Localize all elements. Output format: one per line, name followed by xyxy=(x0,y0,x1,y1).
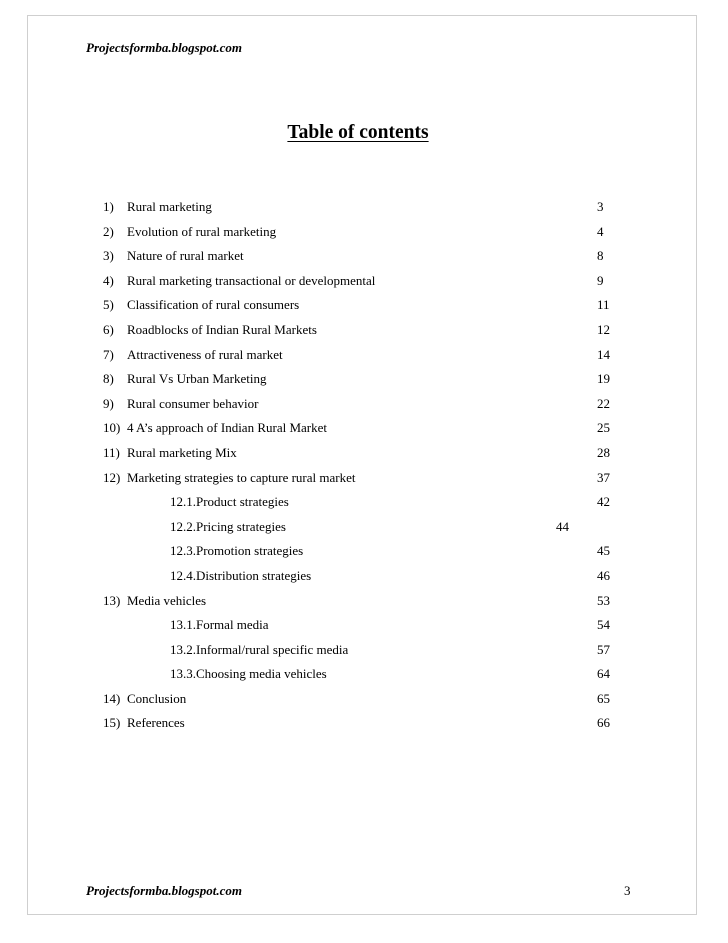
toc-entry-number: 13) xyxy=(103,592,121,608)
toc-entry-number: 3) xyxy=(103,248,114,264)
toc-entry-number: 8) xyxy=(103,371,114,387)
toc-entry-label: Rural marketing transactional or developmental xyxy=(127,272,376,288)
toc-entry-label: 13.2.Informal/rural specific media xyxy=(170,641,349,657)
toc-entry-number: 15) xyxy=(103,715,121,731)
toc-entry-label: References xyxy=(127,715,185,731)
toc-entry xyxy=(0,567,728,592)
toc-entry-page: 4 xyxy=(597,223,604,239)
toc-entry-page: 37 xyxy=(597,469,610,485)
toc-entry-page: 66 xyxy=(597,715,610,731)
toc-entry-page: 11 xyxy=(597,297,610,313)
toc-entry-number: 10) xyxy=(103,420,121,436)
toc-entry-label: 13.3.Choosing media vehicles xyxy=(170,666,327,682)
toc-entry-page: 44 xyxy=(556,518,569,534)
toc-entry-number: 1) xyxy=(103,199,114,214)
toc-entry-label: 4 A’s approach of Indian Rural Market xyxy=(127,420,328,436)
toc-entry-page: 28 xyxy=(597,444,610,460)
toc-entry-page: 25 xyxy=(597,420,610,436)
toc-entry xyxy=(0,542,728,567)
toc-entry-page: 54 xyxy=(597,617,610,633)
toc-entry-page: 42 xyxy=(597,494,610,510)
footer-page-number: 3 xyxy=(624,883,631,898)
toc-entry xyxy=(0,272,728,297)
toc-entry-page: 12 xyxy=(597,321,610,337)
toc-entry xyxy=(0,370,728,395)
toc-entry-page: 3 xyxy=(597,199,604,214)
toc-entry-label: 12.1.Product strategies xyxy=(170,494,289,510)
toc-entry xyxy=(0,518,728,543)
footer-text: Projectsformba.blogspot.com xyxy=(86,883,242,898)
toc-list xyxy=(0,198,728,739)
toc-entry-page: 9 xyxy=(597,272,604,288)
toc-entry-page: 65 xyxy=(597,690,610,706)
toc-entry xyxy=(0,247,728,272)
toc-entry xyxy=(0,714,728,739)
toc-entry-label: Rural marketing Mix xyxy=(127,444,237,460)
toc-entry xyxy=(0,198,728,223)
toc-entry-label: Roadblocks of Indian Rural Markets xyxy=(127,321,317,337)
toc-entry-page: 46 xyxy=(597,567,610,583)
toc-entry-label: Rural consumer behavior xyxy=(127,395,259,411)
toc-entry xyxy=(0,690,728,715)
toc-entry-number: 12) xyxy=(103,469,121,485)
toc-entry-number: 6) xyxy=(103,321,114,337)
toc-entry xyxy=(0,592,728,617)
toc-entry xyxy=(0,444,728,469)
header-text: Projectsformba.blogspot.com xyxy=(86,40,242,55)
toc-entry xyxy=(0,665,728,690)
toc-entry-label: Rural marketing xyxy=(127,199,212,214)
toc-entry-number: 5) xyxy=(103,297,114,313)
toc-entry-label: Marketing strategies to capture rural market xyxy=(127,469,356,485)
toc-entry xyxy=(0,223,728,248)
toc-entry xyxy=(0,493,728,518)
toc-entry xyxy=(0,419,728,444)
toc-entry-number: 14) xyxy=(103,690,121,706)
page-title: Table of contents xyxy=(287,122,429,143)
toc-entry-label: 13.1.Formal media xyxy=(170,617,269,633)
toc-entry-page: 45 xyxy=(597,543,610,559)
toc-entry-number: 9) xyxy=(103,395,114,411)
toc-entry-page: 19 xyxy=(597,371,610,387)
toc-entry-number: 7) xyxy=(103,346,114,362)
toc-entry-page: 8 xyxy=(597,248,604,264)
toc-entry-number: 4) xyxy=(103,272,114,288)
toc-entry-number: 2) xyxy=(103,223,114,239)
toc-entry-page: 53 xyxy=(597,592,610,608)
toc-entry xyxy=(0,321,728,346)
toc-entry xyxy=(0,296,728,321)
toc-entry-page: 64 xyxy=(597,666,610,682)
toc-entry-label: Media vehicles xyxy=(127,592,207,608)
toc-entry xyxy=(0,469,728,494)
toc-entry-label: 12.4.Distribution strategies xyxy=(170,567,312,583)
toc-entry-page: 22 xyxy=(597,395,610,411)
toc-entry-label: Rural Vs Urban Marketing xyxy=(127,371,267,387)
toc-entry-label: Nature of rural market xyxy=(127,248,244,264)
toc-entry-label: Conclusion xyxy=(127,690,187,706)
toc-entry xyxy=(0,616,728,641)
toc-entry-page: 57 xyxy=(597,641,610,657)
toc-entry xyxy=(0,346,728,371)
toc-entry-label: Classification of rural consumers xyxy=(127,297,300,313)
toc-entry-number: 11) xyxy=(103,444,120,460)
toc-entry-label: Evolution of rural marketing xyxy=(127,223,277,239)
toc-entry xyxy=(0,395,728,420)
toc-entry-label: 12.3.Promotion strategies xyxy=(170,543,304,559)
toc-entry-label: 12.2.Pricing strategies xyxy=(170,518,286,534)
toc-entry xyxy=(0,641,728,666)
toc-entry-page: 14 xyxy=(597,346,610,362)
toc-entry-label: Attractiveness of rural market xyxy=(127,346,283,362)
